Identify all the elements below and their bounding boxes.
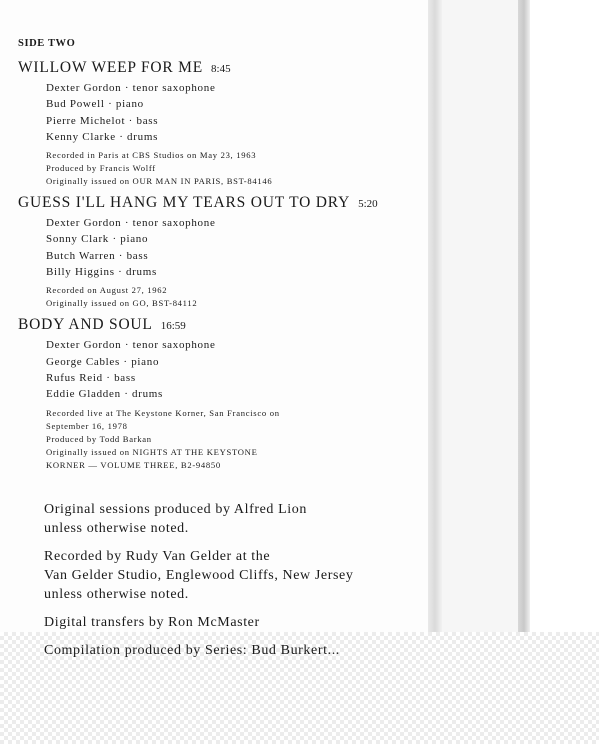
liner-notes-content — [18, 38, 438, 659]
track-title — [18, 316, 438, 335]
personnel-item: George Cables · piano — [46, 355, 160, 368]
personnel-item: Billy Higgins · drums — [46, 266, 157, 279]
personnel-item: Dexter Gordon · tenor saxophone — [46, 82, 216, 94]
personnel-item: Butch Warren · bass — [46, 249, 149, 262]
track-time: 8:45 — [211, 63, 231, 75]
personnel-item: Dexter Gordon · tenor saxophone — [46, 217, 216, 230]
credit-paragraph — [44, 500, 438, 538]
credit-paragraph — [44, 613, 438, 632]
credit-paragraph — [44, 547, 438, 604]
session-notes — [46, 149, 438, 188]
track-title — [18, 194, 438, 213]
track-list — [18, 59, 438, 472]
credit-line: unless otherwise noted. — [44, 520, 189, 536]
session-note: Recorded on August 27, 1962 — [46, 285, 168, 296]
cutoff-line — [44, 641, 438, 658]
track-2 — [18, 194, 438, 310]
session-note: September 16, 1978 — [46, 420, 128, 431]
personnel-list — [46, 80, 438, 145]
track-name: WILLOW WEEP FOR ME — [18, 59, 204, 76]
personnel-item: Bud Powell · piano — [46, 98, 144, 111]
right-margin — [530, 0, 599, 632]
personnel-item: Rufus Reid · bass — [46, 371, 136, 384]
fold-panel — [442, 0, 520, 632]
credit-line: Van Gelder Studio, Englewood Cliffs, New Jersey — [44, 567, 354, 583]
track-name: GUESS I'LL HANG MY TEARS OUT TO DRY — [18, 194, 351, 212]
track-name: BODY AND SOUL — [18, 316, 153, 334]
session-note: KORNER — VOLUME THREE, B2-94850 — [46, 459, 221, 470]
credit-line: unless otherwise noted. — [44, 586, 189, 602]
personnel-item: Kenny Clarke · drums — [46, 130, 159, 143]
session-notes — [46, 284, 438, 310]
track-3 — [18, 316, 438, 471]
fold-edge — [518, 0, 530, 632]
track-1 — [18, 59, 438, 188]
personnel-list — [46, 337, 438, 402]
session-note: Originally issued on NIGHTS AT THE KEYSTONE — [46, 446, 258, 457]
credits — [44, 500, 438, 658]
session-note: Recorded in Paris at CBS Studios on May 23, 1963 — [46, 150, 257, 161]
personnel-list — [46, 215, 438, 280]
side-label: SIDE TWO — [18, 38, 76, 49]
credit-line: Recorded by Rudy Van Gelder at the — [44, 548, 271, 564]
personnel-item: Dexter Gordon · tenor saxophone — [46, 339, 216, 352]
session-notes — [46, 407, 438, 472]
session-note: Originally issued on OUR MAN IN PARIS, BST-84146 — [46, 176, 273, 187]
credit-line: Compilation produced by Series: Bud Burkert... — [44, 642, 340, 658]
session-note: Produced by Todd Barkan — [46, 433, 152, 444]
track-time: 5:20 — [358, 198, 378, 211]
personnel-item: Sonny Clark · piano — [46, 233, 149, 246]
personnel-item: Eddie Gladden · drums — [46, 388, 164, 401]
track-title — [18, 59, 438, 78]
session-note: Originally issued on GO, BST-84112 — [46, 298, 198, 309]
personnel-item: Pierre Michelot · bass — [46, 114, 159, 127]
session-note: Recorded live at The Keystone Korner, San Francisco on — [46, 407, 280, 418]
credit-line: Original sessions produced by Alfred Lion — [44, 501, 307, 517]
credit-line: Digital transfers by Ron McMaster — [44, 614, 260, 630]
track-time: 16:59 — [160, 320, 186, 333]
session-note: Produced by Francis Wolff — [46, 163, 156, 174]
